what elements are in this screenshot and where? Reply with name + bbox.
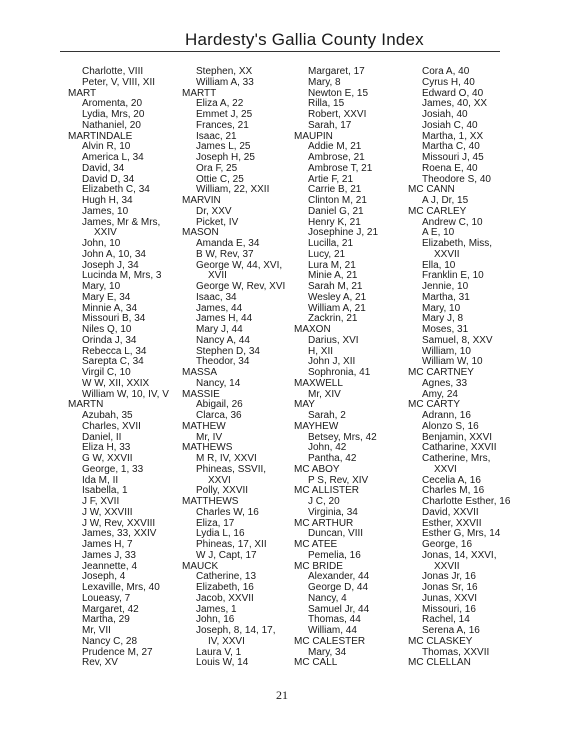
surname-heading: MC CALESTER [294, 635, 366, 647]
index-entry: William A, 21 [308, 302, 366, 314]
index-entry: Louis W, 14 [196, 657, 249, 669]
index-entry: B W, Rev, 37 [196, 248, 254, 260]
index-entry: Rachel, 14 [422, 614, 470, 626]
index-entry: James, 33, XXIV [82, 528, 157, 540]
page-title: Hardesty's Gallia County Index [185, 30, 424, 49]
surname-heading: MARTINDALE [68, 130, 133, 142]
index-entry: James, Mr & Mrs, [82, 216, 161, 228]
index-entry: J C, 20 [308, 496, 340, 507]
index-entry: Amanda E, 34 [196, 238, 260, 249]
index-entry: Eliza A, 22 [196, 98, 244, 110]
index-entry: Theodore S, 40 [422, 173, 491, 185]
index-entry: Zackrin, 21 [308, 313, 358, 325]
index-entry: Polly, XXVII [196, 485, 249, 497]
index-entry: Daniel, II [82, 431, 122, 443]
title-rule [60, 51, 500, 52]
surname-heading: MASSA [182, 367, 218, 378]
index-entry: Charles, XVII [82, 420, 141, 432]
index-entry: Cyrus H, 40 [422, 76, 475, 88]
surname-heading: MC CARLEY [408, 205, 467, 217]
index-column-3 [294, 67, 378, 669]
index-entry: XXVI [434, 463, 457, 475]
page-number: 21 [276, 688, 288, 702]
index-entry: Charles M, 16 [422, 485, 485, 497]
surname-heading: MC ARTHUR [294, 517, 354, 529]
index-entry: Minie A, 21 [308, 270, 358, 282]
index-entry: Frances, 21 [196, 119, 249, 131]
index-entry: XXVII [434, 560, 460, 572]
index-column-2 [182, 67, 285, 669]
index-entry: Rebecca L, 34 [82, 345, 147, 357]
index-entry: Lydia L, 16 [196, 528, 245, 540]
index-entry: Loueasy, 7 [82, 592, 131, 604]
index-entry: J W, Rev, XXVIII [82, 517, 156, 529]
index-entry: Rilla, 15 [308, 98, 345, 110]
index-entry: Lura M, 21 [308, 259, 356, 271]
index-entry: Cora A, 40 [422, 66, 470, 77]
index-entry: IV, XXVI [208, 635, 245, 647]
surname-heading: MC ALLISTER [294, 485, 360, 497]
index-entry: Esther, XXVII [422, 517, 482, 529]
index-entry: Lucinda M, Mrs, 3 [82, 270, 162, 282]
index-entry: Ida M, II [82, 474, 119, 486]
surname-heading: MC CARTY [408, 399, 461, 411]
index-entry: Jacob, XXVII [196, 592, 254, 604]
index-entry: Edward O, 40 [422, 87, 484, 99]
index-entry: Joseph J, 34 [82, 259, 139, 271]
index-entry: James H, 44 [196, 313, 253, 325]
index-entry: Missouri, 16 [422, 603, 476, 615]
index-entry: George W, 44, XVI, [196, 259, 283, 271]
index-entry: Isaac, 34 [196, 291, 237, 303]
index-entry: XXIV [94, 227, 117, 239]
index-entry: Martha, 1, XX [422, 130, 484, 142]
index-entry: A E, 10 [422, 227, 455, 239]
index-entry: Missouri J, 45 [422, 152, 484, 163]
index-entry: Mr, IV [196, 431, 223, 443]
index-entry: Phineas, 17, XII [196, 539, 267, 550]
index-entry: William, 10 [422, 345, 471, 357]
index-entry: Martha, 31 [422, 291, 470, 303]
index-entry: Mary J, 8 [422, 313, 464, 325]
index-entry: Thomas, XXVII [422, 646, 490, 658]
index-entry: Samuel Jr, 44 [308, 603, 370, 615]
index-entry: Clarca, 36 [196, 410, 242, 421]
index-entry: John, 16 [196, 614, 235, 626]
index-entry: Elizabeth, 16 [196, 582, 254, 593]
index-entry: Picket, IV [196, 216, 239, 228]
index-entry: George D, 44 [308, 582, 369, 593]
index-entry: Artie F, 21 [308, 173, 354, 185]
index-entry: Cecelia A, 16 [422, 474, 481, 486]
index-entry: Amy, 24 [422, 388, 458, 400]
index-entry: James, 40, XX [422, 98, 488, 110]
index-entry: Betsey, Mrs, 42 [308, 431, 377, 443]
index-entry: David, 34 [82, 162, 125, 174]
surname-heading: MAUPIN [294, 130, 333, 142]
index-entry: James L, 25 [196, 141, 251, 153]
index-entry: Catharine, XXVII [422, 442, 497, 454]
index-entry: Emmet J, 25 [196, 109, 253, 120]
index-entry: George, 16 [422, 539, 473, 550]
surname-heading: MARVIN [182, 195, 221, 206]
index-entry: Daniel G, 21 [308, 205, 364, 217]
index-entry: James, 1 [196, 603, 237, 615]
index-entry: Darius, XVI [308, 334, 359, 346]
index-entry: Newton E, 15 [308, 87, 369, 99]
surname-heading: MATHEW [182, 420, 226, 432]
surname-heading: MASSIE [182, 388, 220, 400]
index-entry: G W, XXVII [82, 453, 133, 464]
index-entry: Jonas, 14, XXVI, [422, 549, 497, 561]
index-entry: Isabella, 1 [82, 485, 128, 497]
index-entry: George, 1, 33 [82, 463, 144, 475]
index-entry: Rev, XV [82, 657, 118, 669]
index-entry: Nancy, 4 [308, 592, 347, 604]
surname-heading: MAY [294, 399, 315, 411]
index-entry: Alexander, 44 [308, 571, 370, 583]
index-entry: John A, 10, 34 [82, 248, 146, 260]
index-entry: George W, Rev, XVI [196, 281, 286, 292]
index-entry: M R, IV, XXVI [196, 453, 257, 464]
index-entry: James H, 7 [82, 539, 133, 550]
index-entry: Jonas Jr, 16 [422, 571, 476, 583]
surname-heading: MC CANN [408, 184, 455, 196]
index-entry: Benjamin, XXVI [422, 431, 493, 443]
index-entry: Pemelia, 16 [308, 549, 361, 561]
index-entry: David D, 34 [82, 173, 135, 185]
surname-heading: MC CARTNEY [408, 367, 474, 378]
index-entry: Moses, 31 [422, 324, 469, 335]
index-entry: Sarepta C, 34 [82, 356, 144, 368]
index-entry: J F, XVII [82, 496, 120, 507]
index-entry: Lydia, Mrs, 20 [82, 109, 145, 120]
index-entry: Elizabeth, Miss, [422, 238, 493, 249]
index-entry: James, 10 [82, 205, 129, 217]
index-entry: Jeannette, 4 [82, 560, 138, 572]
surname-heading: MC CLELLAN [408, 657, 471, 669]
index-entry: Mr, VII [82, 625, 111, 636]
index-entry: Lexaville, Mrs, 40 [82, 582, 160, 593]
index-entry: Nancy, 14 [196, 377, 241, 389]
index-entry: Ora F, 25 [196, 162, 238, 174]
surname-heading: MC ABOY [294, 463, 340, 475]
index-entry: Azubah, 35 [82, 410, 133, 421]
surname-heading: MC BRIDE [294, 560, 343, 572]
surname-heading: MAUCK [182, 560, 219, 572]
index-entry: James J, 33 [82, 549, 136, 561]
index-entry: Charlotte, VIII [82, 66, 144, 77]
index-entry: Ambrose, 21 [308, 152, 365, 163]
index-entry: Robert, XXVI [308, 109, 367, 120]
index-entry: Margaret, 17 [308, 66, 365, 77]
index-entry: Nathaniel, 20 [82, 119, 141, 131]
surname-heading: MAYHEW [294, 420, 339, 432]
index-entry: William, 44 [308, 625, 357, 636]
index-entry: Agnes, 33 [422, 377, 468, 389]
index-entry: John J, XII [308, 356, 356, 368]
index-entry: John, 10 [82, 238, 121, 249]
index-entry: Clinton M, 21 [308, 195, 367, 206]
index-entry: Alonzo S, 16 [422, 420, 479, 432]
index-entry: Niles Q, 10 [82, 324, 132, 335]
index-entry: Mary, 10 [82, 281, 121, 292]
surname-heading: MART [68, 87, 97, 99]
index-entry: Martha, 29 [82, 614, 130, 626]
index-entry: William A, 33 [196, 76, 254, 88]
index-entry: Elizabeth C, 34 [82, 184, 150, 196]
index-entry: Missouri B, 34 [82, 313, 146, 325]
index-entry: Serena A, 16 [422, 625, 480, 636]
index-entry: Mary, 8 [308, 76, 341, 88]
surname-heading: MARTN [68, 399, 104, 411]
index-entry: Laura V, 1 [196, 646, 242, 658]
index-entry: Hugh H, 34 [82, 195, 133, 206]
index-entry: Addie M, 21 [308, 141, 362, 153]
index-entry: Samuel, 8, XXV [422, 334, 493, 346]
surname-heading: MAXON [294, 324, 331, 335]
index-entry: Josiah C, 40 [422, 119, 478, 131]
index-entry: Virginia, 34 [308, 506, 358, 518]
index-entry: Junas, XXVI [422, 592, 478, 604]
index-entry: W W, XII, XXIX [82, 377, 150, 389]
surname-heading: MASON [182, 227, 219, 239]
index-entry: Isaac, 21 [196, 130, 237, 142]
index-entry: Sophronia, 41 [308, 367, 371, 378]
surname-heading: MARTT [182, 87, 217, 99]
index-entry: Ottie C, 25 [196, 173, 244, 185]
index-entry: Josephine J, 21 [308, 227, 379, 239]
index-entry: William W, 10, IV, V [82, 388, 169, 400]
index-entry: J W, XXVIII [82, 506, 133, 518]
index-entry: Henry K, 21 [308, 216, 361, 228]
index-entry: Abigail, 26 [196, 399, 243, 411]
index-entry: Nancy A, 44 [196, 334, 250, 346]
index-entry: Sarah M, 21 [308, 281, 363, 292]
index-entry: XVII [208, 270, 227, 282]
index-entry: XXVI [208, 474, 231, 486]
index-entry: Mary, 34 [308, 646, 347, 658]
index-entry: Mary J, 44 [196, 324, 243, 335]
index-entry: Franklin E, 10 [422, 270, 484, 282]
index-entry: Martha C, 40 [422, 141, 480, 153]
index-entry: Margaret, 42 [82, 603, 139, 615]
index-entry: Sarah, 17 [308, 119, 352, 131]
index-column-4 [408, 67, 510, 669]
index-entry: Stephen D, 34 [196, 345, 260, 357]
index-entry: Ambrose T, 21 [308, 162, 373, 174]
index-entry: Joseph, 8, 14, 17, [196, 625, 276, 636]
index-entry: Catherine, 13 [196, 571, 257, 583]
index-entry: P S, Rev, XIV [308, 474, 369, 486]
index-entry: Prudence M, 27 [82, 646, 153, 658]
index-entry: H, XII [308, 345, 334, 357]
index-entry: James, 44 [196, 302, 243, 314]
index-entry: Sarah, 2 [308, 410, 346, 421]
index-entry: Dr, XXV [196, 205, 232, 217]
index-entry: Phineas, SSVII, [196, 463, 267, 475]
index-entry: Esther G, Mrs, 14 [422, 528, 501, 540]
index-entry: XXVII [434, 248, 460, 260]
index-entry: Lucy, 21 [308, 248, 346, 260]
index-entry: Orinda J, 34 [82, 334, 137, 346]
surname-heading: MC ATEE [294, 539, 338, 550]
surname-heading: MATTHEWS [182, 496, 239, 507]
index-column-1 [68, 67, 169, 669]
index-entry: Eliza, 17 [196, 517, 235, 529]
index-entry: Mary, 10 [422, 302, 461, 314]
surname-heading: MC CLASKEY [408, 635, 473, 647]
index-entry: Virgil C, 10 [82, 367, 131, 378]
index-entry: Jonas Sr, 16 [422, 582, 478, 593]
index-entry: Theodor, 34 [196, 356, 250, 368]
index-entry: Stephen, XX [196, 66, 253, 77]
index-entry: Minnie A, 34 [82, 302, 138, 314]
index-entry: Andrew C, 10 [422, 216, 483, 228]
index-entry: Mary E, 34 [82, 291, 131, 303]
index-entry: Eliza H, 33 [82, 442, 131, 454]
index-entry: Joseph, 4 [82, 571, 126, 583]
index-entry: Pantha, 42 [308, 453, 357, 464]
index-entry: Josiah, 40 [422, 109, 468, 120]
index-entry: Ella, 10 [422, 259, 456, 271]
index-entry: Adrann, 16 [422, 410, 471, 421]
index-entry: William W, 10 [422, 356, 483, 368]
index-entry: Alvin R, 10 [82, 141, 131, 153]
index-entry: Nancy C, 28 [82, 635, 138, 647]
index-entry: Duncan, VIII [308, 528, 364, 540]
index-entry: Aromenta, 20 [82, 98, 143, 110]
surname-heading: MC CALL [294, 657, 338, 669]
index-entry: William, 22, XXII [196, 184, 270, 196]
index-entry: America L, 34 [82, 152, 144, 163]
index-entry: Joseph H, 25 [196, 152, 255, 163]
index-entry: W J, Capt, 17 [196, 549, 257, 561]
index-entry: Lucilla, 21 [308, 238, 354, 249]
surname-heading: MAXWELL [294, 377, 343, 389]
index-entry: Charles W, 16 [196, 506, 259, 518]
index-entry: Jennie, 10 [422, 281, 469, 292]
index-entry: John, 42 [308, 442, 347, 454]
index-entry: Mr, XIV [308, 388, 341, 400]
index-entry: Wesley A, 21 [308, 291, 367, 303]
index-entry: David, XXVII [422, 506, 479, 518]
index-entry: Roena E, 40 [422, 162, 478, 174]
surname-heading: MATHEWS [182, 442, 233, 454]
index-entry: Catherine, Mrs, [422, 453, 491, 464]
index-entry: Peter, V, VIII, XII [82, 76, 156, 88]
index-entry: A J, Dr, 15 [422, 195, 469, 206]
index-entry: Charlotte Esther, 16 [422, 496, 511, 507]
index-entry: Thomas, 44 [308, 614, 361, 626]
index-entry: Carrie B, 21 [308, 184, 362, 196]
